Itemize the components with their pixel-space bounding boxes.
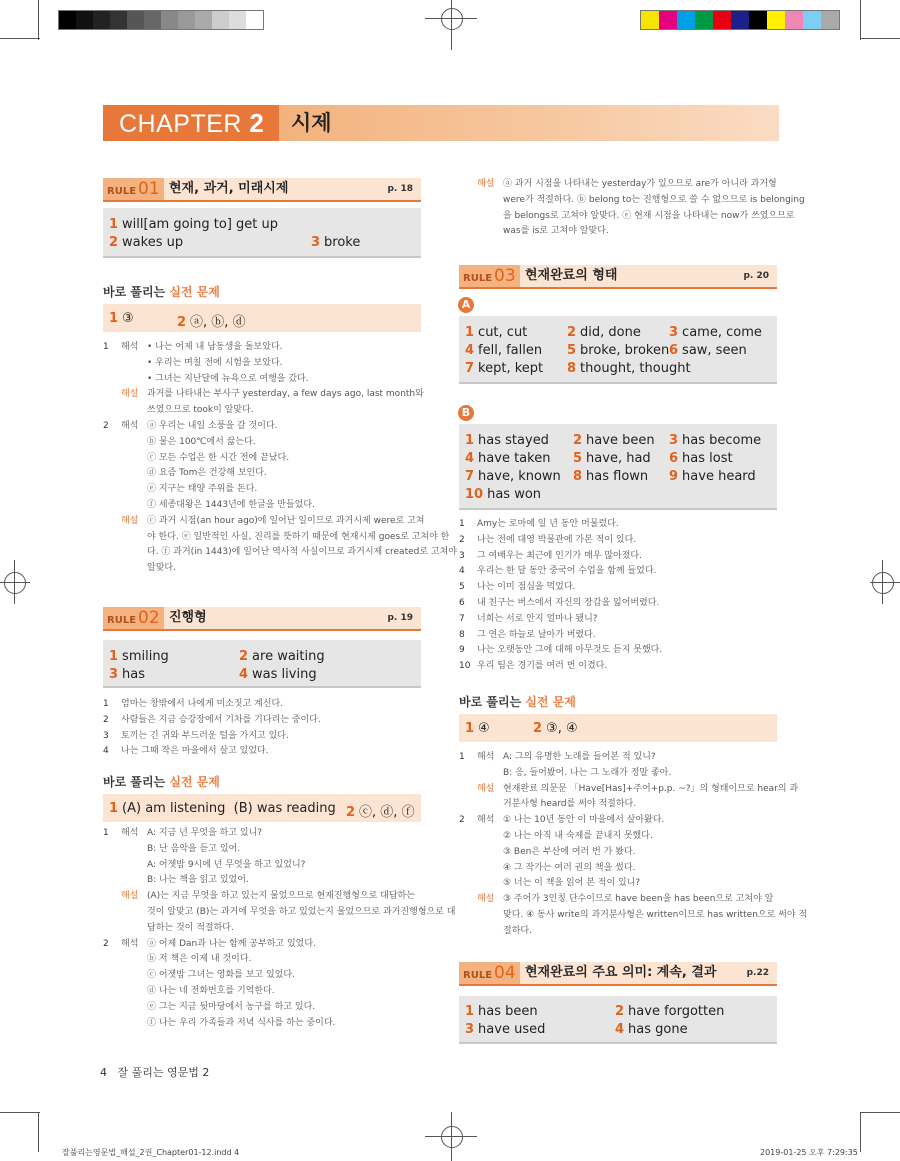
practice-1-answer-box bbox=[103, 304, 421, 332]
item-number: 5 bbox=[459, 582, 465, 593]
text-line bbox=[103, 874, 249, 886]
label: 해설 bbox=[477, 179, 495, 189]
text-line bbox=[103, 1001, 315, 1013]
text-line bbox=[459, 613, 598, 625]
rule-tag: RULE 01 bbox=[103, 178, 164, 200]
line-text: 우리 팀은 경기를 여러 번 이겼다. bbox=[477, 661, 608, 672]
line-text: ⓓ 나는 네 전화번호를 기억한다. bbox=[147, 986, 275, 996]
rule-tag: RULE 02 bbox=[103, 607, 164, 629]
label: 해설 bbox=[121, 389, 139, 400]
line-text: B: 난 음악을 듣고 있어. bbox=[147, 843, 241, 854]
text-line bbox=[103, 953, 251, 965]
label: 해석 bbox=[121, 342, 139, 352]
label: 해설 bbox=[477, 783, 495, 794]
line-text: 너희는 서로 안지 얼마나 됐니? bbox=[477, 613, 598, 624]
answer-item: 1 smiling bbox=[109, 649, 169, 664]
label: 해석 bbox=[477, 752, 495, 762]
text-line bbox=[459, 565, 656, 577]
answer-item: 1 cut, cut bbox=[465, 325, 528, 340]
answer-item: 3 came, come bbox=[669, 325, 762, 340]
line-text: ③ 주어가 3인칭 단수이므로 have been을 has been으로 고쳐야 알 bbox=[503, 894, 774, 905]
line-text: 알맞다. bbox=[147, 563, 176, 574]
line-text: B: 응, 들어봤어. 나는 그 노래가 정말 좋아. bbox=[503, 767, 672, 778]
text-line bbox=[459, 862, 635, 874]
text-line bbox=[103, 373, 309, 385]
answer-item: 2 did, done bbox=[567, 325, 641, 340]
text-line bbox=[103, 906, 455, 918]
rule-title: 진행형 bbox=[169, 610, 207, 625]
text-line bbox=[103, 938, 316, 950]
rule-title: 현재, 과거, 미래시제 bbox=[169, 181, 289, 196]
text-line bbox=[103, 890, 415, 902]
line-text: ⓑ 물은 100℃에서 끓는다. bbox=[147, 436, 256, 447]
item-number: 2 bbox=[103, 714, 109, 725]
text-line bbox=[103, 499, 315, 511]
rule-page: p. 19 bbox=[387, 613, 413, 623]
rule-tag: RULE 04 bbox=[459, 962, 520, 984]
line-text: ⓐ 우리는 내일 소풍을 갈 것이다. bbox=[147, 421, 278, 431]
answer-item: 1 has stayed bbox=[465, 433, 549, 448]
rule-03-part-a-answer-box bbox=[459, 316, 777, 384]
color-calibration-strip bbox=[640, 10, 840, 30]
text-line bbox=[103, 420, 278, 432]
registration-mark bbox=[872, 572, 894, 594]
crop-mark bbox=[860, 0, 861, 40]
answer-item: 5 broke, broken bbox=[567, 343, 670, 358]
answer-item: 3 has bbox=[109, 667, 146, 682]
text-line bbox=[459, 830, 653, 842]
rule-02-header bbox=[103, 607, 421, 631]
text-line bbox=[459, 893, 773, 905]
text-line bbox=[477, 210, 795, 222]
line-text: was를 is로 고쳐야 알맞다. bbox=[503, 226, 609, 237]
answer-item: 1 (A) am listening (B) was reading bbox=[109, 801, 336, 816]
line-text: 야 한다. ⓔ 일반적인 사실, 진리를 뜻하기 때문에 현재시제 goes로 고쳐야 한 bbox=[147, 531, 450, 542]
practice-label: 바로 풀리는 실전 문제 bbox=[103, 285, 220, 299]
item-number: 3 bbox=[459, 550, 465, 561]
line-text: ⓐ 과거 시점을 나타내는 yesterday가 있으므로 are가 아니라 과거형 bbox=[503, 179, 777, 189]
text-line bbox=[103, 546, 457, 558]
crop-mark bbox=[860, 1112, 861, 1152]
text-line bbox=[103, 562, 176, 574]
item-number: 1 bbox=[103, 828, 109, 838]
text-line bbox=[103, 452, 289, 464]
text-line bbox=[103, 745, 269, 757]
text-line bbox=[459, 534, 636, 546]
text-line bbox=[459, 629, 596, 641]
crop-mark bbox=[0, 1112, 40, 1113]
line-text: ⓑ 저 책은 이제 내 것이다. bbox=[147, 954, 252, 965]
rule-02-answer-box bbox=[103, 640, 421, 688]
label: 해설 bbox=[121, 515, 139, 526]
line-text: 거분사형 heard를 써야 적절하다. bbox=[503, 799, 637, 810]
rule-page: p. 18 bbox=[387, 184, 413, 194]
line-text: 나는 이미 점심을 먹었다. bbox=[477, 582, 576, 593]
line-text: • 나는 어제 내 남동생을 돌보았다. bbox=[147, 342, 283, 352]
line-text: ① 나는 10년 동안 이 마을에서 살아왔다. bbox=[503, 815, 665, 826]
line-text: ⓕ 나는 우리 가족들과 저녁 식사를 하는 중이다. bbox=[147, 1017, 336, 1028]
line-text: 내 친구는 버스에서 자신의 장갑을 잃어버렸다. bbox=[477, 598, 660, 608]
label: 해설 bbox=[121, 891, 139, 902]
text-line bbox=[103, 515, 424, 527]
text-line bbox=[103, 436, 256, 448]
label: 해석 bbox=[477, 815, 495, 826]
chapter-banner bbox=[103, 105, 779, 141]
line-text: ⓒ 과거 시점(an hour ago)에 일어난 일이므로 과거시제 were로 고쳐 bbox=[147, 515, 425, 526]
line-text: were가 적절하다. ⓑ belong to는 진행형으로 쓸 수 없으므로 is belonging bbox=[503, 194, 805, 205]
rule-title: 현재완료의 주요 의미: 계속, 결과 bbox=[525, 965, 717, 980]
item-number: 9 bbox=[459, 645, 465, 656]
crop-mark bbox=[860, 1112, 900, 1113]
answer-item: 3 have used bbox=[465, 1022, 546, 1037]
line-text: B: 나는 책을 읽고 있었어. bbox=[147, 875, 249, 886]
label: 해석 bbox=[121, 828, 139, 838]
item-number: 6 bbox=[459, 598, 465, 608]
answer-item: 4 have taken bbox=[465, 451, 551, 466]
item-number: 1 bbox=[459, 752, 465, 762]
text-line bbox=[103, 1017, 335, 1029]
item-number: 7 bbox=[459, 613, 465, 624]
crop-mark bbox=[0, 38, 40, 39]
text-line bbox=[459, 597, 659, 609]
line-text: 우리는 한 달 동안 중국어 수업을 함께 들었다. bbox=[477, 566, 657, 577]
crop-mark bbox=[860, 38, 900, 39]
line-text: ⓒ 어젯밤 그녀는 영화를 보고 있었다. bbox=[147, 970, 295, 981]
rule-page: p.22 bbox=[746, 968, 769, 978]
line-text: 현재완료 의문문 「Have[Has]+주어+p.p. ~?」의 형태이므로 hear의 과 bbox=[503, 783, 799, 794]
text-line bbox=[459, 644, 662, 656]
answer-item: 10 has won bbox=[465, 487, 542, 502]
line-text: 사람들은 지금 승강장에서 기차를 기다리는 중이다. bbox=[121, 714, 321, 725]
answer-item: 3 has become bbox=[669, 433, 762, 448]
item-number: 2 bbox=[459, 815, 465, 826]
text-line bbox=[459, 798, 636, 810]
line-text: ⓒ 모든 수업은 한 시간 전에 끝났다. bbox=[147, 452, 290, 463]
line-text: 답하는 것이 적절하다. bbox=[147, 922, 234, 933]
practice-2-answer-box bbox=[103, 794, 421, 822]
text-line bbox=[103, 698, 283, 710]
registration-mark bbox=[4, 572, 26, 594]
line-text: Amy는 로마에 일 년 동안 머물렀다. bbox=[477, 519, 619, 529]
line-text: ⓓ 요즘 Tom은 건강해 보인다. bbox=[147, 468, 267, 479]
text-line bbox=[103, 859, 305, 871]
item-number: 1 bbox=[103, 342, 109, 352]
text-line bbox=[459, 751, 656, 763]
text-line bbox=[103, 827, 262, 839]
crop-mark bbox=[38, 0, 39, 40]
practice-label: 바로 풀리는 실전 문제 bbox=[459, 695, 576, 709]
text-line bbox=[459, 877, 640, 889]
rule-03-part-b-answer-box bbox=[459, 424, 777, 510]
answer-item: 2 ⓒ, ⓓ, ⓕ bbox=[346, 805, 415, 820]
text-line bbox=[103, 730, 289, 742]
answer-item: 2 wakes up bbox=[109, 235, 184, 250]
line-text: A: 지금 넌 무엇을 하고 있니? bbox=[147, 828, 263, 838]
text-line bbox=[103, 714, 321, 726]
answer-item: 8 has flown bbox=[573, 469, 649, 484]
rule-title: 현재완료의 형태 bbox=[525, 268, 618, 283]
answer-item: 2 ③, ④ bbox=[533, 721, 578, 736]
page-footer: 4 잘 풀리는 영문법 2 bbox=[100, 1066, 210, 1079]
rule-03-header bbox=[459, 265, 777, 289]
answer-item: 1 will[am going to] get up bbox=[109, 217, 279, 232]
line-text: A: 어젯밤 9시에 넌 무엇을 하고 있었니? bbox=[147, 859, 306, 870]
answer-item: 7 kept, kept bbox=[465, 361, 544, 376]
text-line bbox=[103, 969, 295, 981]
registration-mark bbox=[441, 8, 463, 30]
line-text: ⓐ 어제 Dan과 나는 함께 공부하고 있었다. bbox=[147, 938, 316, 949]
answer-item: 2 are waiting bbox=[239, 649, 325, 664]
line-text: 나는 전에 대영 박물관에 가본 적이 있다. bbox=[477, 534, 637, 545]
item-number: 2 bbox=[459, 534, 465, 545]
line-text: 토끼는 긴 귀와 부드러운 털을 가지고 있다. bbox=[121, 730, 289, 741]
line-text: • 그녀는 지난달에 뉴욕으로 여행을 갔다. bbox=[147, 373, 309, 384]
item-number: 10 bbox=[459, 661, 471, 672]
answer-item: 6 has lost bbox=[669, 451, 733, 466]
text-line bbox=[459, 814, 664, 826]
line-text: • 우리는 며칠 전에 시험을 보았다. bbox=[147, 357, 283, 368]
line-text: 그 연은 하늘로 날아가 버렸다. bbox=[477, 629, 596, 640]
line-text: 과거를 나타내는 부사구 yesterday, a few days ago, last month와 bbox=[147, 389, 424, 400]
text-line bbox=[459, 581, 575, 593]
answer-item: 2 have been bbox=[573, 433, 655, 448]
text-line bbox=[459, 550, 642, 562]
line-text: 나는 오랫동안 그에 대해 아무것도 듣지 못했다. bbox=[477, 645, 663, 656]
text-line bbox=[459, 660, 607, 672]
item-number: 2 bbox=[103, 938, 109, 949]
line-text: 다. ⓕ 과거(in 1443)에 일어난 역사적 사실이므로 과거시제 created로 고쳐야 bbox=[147, 547, 457, 558]
text-line bbox=[459, 925, 532, 937]
registration-mark bbox=[441, 1126, 463, 1148]
part-a-badge: A bbox=[458, 297, 474, 313]
line-text: 절하다. bbox=[503, 925, 532, 936]
text-line bbox=[103, 531, 449, 543]
label: 해석 bbox=[121, 421, 139, 431]
line-text: A: 그의 유명한 노래를 들어본 적 있니? bbox=[503, 752, 656, 762]
rule-04-header bbox=[459, 962, 777, 986]
answer-item: 1 has been bbox=[465, 1004, 538, 1019]
label: 해석 bbox=[121, 938, 139, 949]
rule-04-answer-box bbox=[459, 996, 777, 1044]
item-number: 3 bbox=[103, 730, 109, 741]
answer-item: 9 have heard bbox=[669, 469, 756, 484]
line-text: ② 나는 아직 내 숙제를 끝내지 못했다. bbox=[503, 831, 653, 841]
chapter-label: CHAPTER 2 bbox=[103, 105, 279, 141]
text-line bbox=[477, 194, 805, 206]
line-text: ⓔ 그는 지금 뒷마당에서 농구를 하고 있다. bbox=[147, 1001, 316, 1012]
rule-tag: RULE 03 bbox=[459, 265, 520, 287]
item-number: 4 bbox=[459, 566, 465, 577]
grayscale-calibration-strip bbox=[58, 10, 264, 30]
item-number: 1 bbox=[103, 699, 109, 709]
line-text: ⑤ 너는 이 책을 읽어 본 적이 있니? bbox=[503, 878, 641, 889]
item-number: 2 bbox=[103, 421, 109, 431]
line-text: ③ Ben은 부산에 여러 번 가 봤다. bbox=[503, 846, 636, 857]
rule-page: p. 20 bbox=[743, 271, 769, 281]
answer-item: 1 ③ bbox=[109, 311, 134, 326]
text-line bbox=[103, 357, 283, 369]
text-line bbox=[459, 909, 807, 921]
line-text: 그 여배우는 최근에 인기가 매우 많아졌다. bbox=[477, 550, 642, 561]
line-text: 을 belongs로 고쳐야 알맞다. ⓔ 현재 시점을 나타내는 now가 쓰였으므로 bbox=[503, 210, 795, 221]
answer-item: 6 saw, seen bbox=[669, 343, 747, 358]
part-b-badge: B bbox=[458, 405, 474, 421]
line-text: 엄마는 창밖에서 나에게 미소짓고 계신다. bbox=[121, 699, 284, 709]
text-line bbox=[459, 783, 798, 795]
text-line bbox=[103, 483, 257, 495]
item-number: 4 bbox=[103, 746, 109, 757]
answer-item: 2 ⓐ, ⓑ, ⓓ bbox=[177, 315, 246, 330]
answer-item: 4 has gone bbox=[615, 1022, 688, 1037]
text-line bbox=[103, 467, 267, 479]
line-text: ④ 그 작가는 여러 권의 책을 썼다. bbox=[503, 862, 636, 873]
text-line bbox=[477, 178, 777, 190]
text-line bbox=[103, 341, 283, 353]
item-number: 8 bbox=[459, 629, 465, 640]
text-line bbox=[459, 518, 619, 530]
file-slug: 잘풀리는영문법_해설_2권_Chapter01-12.indd 4 bbox=[62, 1148, 240, 1157]
line-text: 것이 알맞고 (B)는 과거에 무엇을 하고 있었는지 물었으므로 과거진행형으로 대 bbox=[147, 907, 456, 917]
crop-mark bbox=[38, 1112, 39, 1152]
text-line bbox=[477, 225, 609, 237]
text-line bbox=[459, 846, 635, 858]
line-text: ⓕ 세종대왕은 1443년에 한글을 만들었다. bbox=[147, 500, 315, 510]
text-line bbox=[103, 985, 275, 997]
text-line bbox=[103, 922, 234, 934]
answer-item: 7 have, known bbox=[465, 469, 561, 484]
line-text: 쓰였으므로 took이 알맞다. bbox=[147, 405, 254, 416]
answer-item: 4 fell, fallen bbox=[465, 343, 543, 358]
text-line bbox=[103, 843, 240, 855]
line-text: 나는 그때 작은 마을에서 살고 있었다. bbox=[121, 746, 269, 757]
line-text: (A)는 지금 무엇을 하고 있는지 물었으므로 현재진행형으로 대답하는 bbox=[147, 891, 415, 902]
answer-item: 5 have, had bbox=[573, 451, 651, 466]
answer-item: 1 ④ bbox=[465, 721, 490, 736]
rule-01-header bbox=[103, 178, 421, 202]
line-text: ⓔ 지구는 태양 주위를 돈다. bbox=[147, 484, 258, 495]
chapter-title: 시제 bbox=[279, 105, 779, 141]
text-line bbox=[459, 767, 671, 779]
text-line bbox=[103, 404, 254, 416]
print-timestamp: 2019-01-25 오후 7:29:35 bbox=[760, 1148, 858, 1157]
label: 해설 bbox=[477, 894, 495, 905]
item-number: 1 bbox=[459, 519, 465, 529]
practice-3-answer-box bbox=[459, 714, 777, 742]
answer-item: 3 broke bbox=[311, 235, 361, 250]
answer-item: 2 have forgotten bbox=[615, 1004, 725, 1019]
text-line bbox=[103, 388, 424, 400]
line-text: 맞다. ④ 동사 write의 과거분사형은 written이므로 has written으로 써야 적 bbox=[503, 910, 808, 920]
answer-item: 4 was living bbox=[239, 667, 317, 682]
answer-item: 8 thought, thought bbox=[567, 361, 691, 376]
rule-01-answer-box bbox=[103, 208, 421, 258]
practice-label: 바로 풀리는 실전 문제 bbox=[103, 775, 220, 789]
